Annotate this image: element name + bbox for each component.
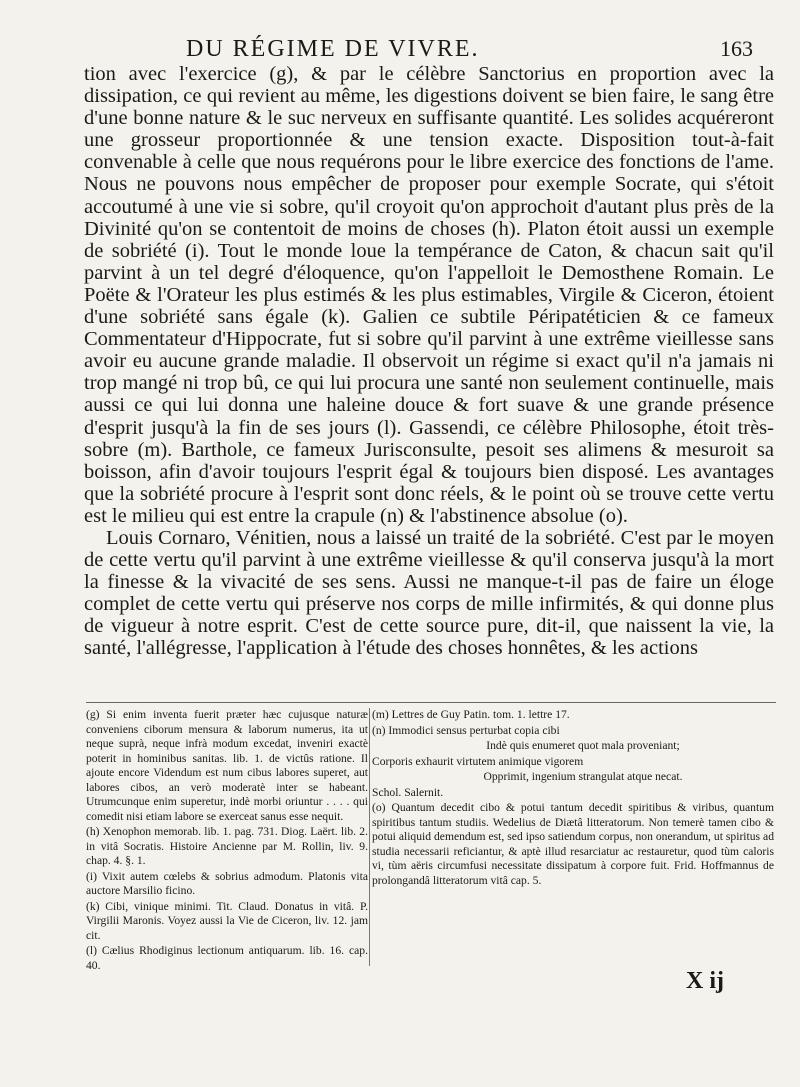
footnote-o: (o) Quantum decedit cibo & potui tantum decedit spiritibus & viribus, quantum spiritibus tantum studiis. Wedelius de Diætâ litteratorum. Non temerè tamen cibo & potui aliquid demendum est, sed ipso satiendum corpus, non onerandum, ut spiritus ad studia necessarii reficiantur, & aptè illud resarciatur ac restauretur, quod tùm caloris vi, tùm aëris circumfusi necessitate dissipatum à corpore fuit. Frid. Hoffmannus de prolongandâ litteratorum vitâ cap. 5.: [372, 801, 774, 887]
footnote-rule: [86, 702, 776, 703]
footnote-g: (g) Si enim inventa fuerit præter hæc cujusque naturæ conveniens ciborum mensura & laborum numerus, ita ut neque suprà, neque infrà modum excedat, inveniri exactè poterit in hominibus sanitas. lib. 1. de victûs ratione. Il ajoute encore Videndum est num cibus labores superet, aut labores cibos, an verò moderatè inter se habeant. Utrumcunque enim superetur, indè morbi oriuntur . . . . qui comedit nisi etiam labore se exerceat sanus esse nequit.: [86, 708, 368, 823]
paragraph: tion avec l'exercice (g), & par le célèbre Sanctorius en proportion avec la dissipation, ce qui revient au même, les digestions doivent se bien faire, le sang être d'une bonne nature & le suc nerveux en suffisante quantité. Les solides acquéreront une grosseur proportionnée & une tension exacte. Disposition tout-à-fait convenable à celle que nous requérons pour le libre exercice des fonctions de l'ame. Nous ne pouvons nous empêcher de proposer pour exemple Socrate, qui s'étoit accoutumé à une vie si sobre, qu'il croyoit qu'on approchoit d'autant plus près de la Divinité qu'on se contentoit de moins de choses (h). Platon étoit aussi un exemple de sobriété (i). Tout le monde loue la tempérance de Caton, & chacun sait qu'il parvint à un tel degré d'éloquence, qu'on l'appelloit le Demosthene Romain. Le Poëte & l'Orateur les plus estimés & les plus estimables, Virgile & Ciceron, étoient d'une sobriété sans égale (k). Galien ce subtile Péripatéticien & ce fameux Commentateur d'Hippocrate, fut si sobre qu'il parvint à une extrême vieillesse sans avoir eu aucune grande maladie. Il observoit un régime si exact qu'il n'a jamais ni trop mangé ni trop bû, ce qui lui procura une santé non seulement continuelle, mais aussi ce qui lui donna une haleine douce & fort suave & une grande présence d'esprit jusqu'à la fin de ses jours (l). Gassendi, ce célèbre Philosophe, étoit très-sobre (m). Barthole, ce fameux Jurisconsulte, pesoit ses alimens & mesuroit sa boisson, afin d'avoir toujours l'esprit égal & toujours bien disposé. Les avantages que la sobriété procure à l'esprit sont donc réels, & le point où se trouve cette vertu est le milieu qui est entre la crapule (n) & l'abstinence absolue (o).: [84, 63, 774, 527]
main-text: [84, 63, 774, 660]
footnote-l: (l) Cælius Rhodiginus lectionum antiquarum. lib. 16. cap. 40.: [86, 944, 368, 972]
footnote-n-verse: Corporis exhaurit virtutem animique vigorem: [372, 754, 584, 768]
page-number: 163: [720, 36, 753, 61]
footnotes-left-column: [86, 708, 368, 974]
footnote-n-verse: Opprimit, ingenium strangulat atque necat.: [483, 770, 683, 783]
paragraph: Louis Cornaro, Vénitien, nous a laissé un traité de la sobriété. C'est par le moyen de cette vertu qu'il parvint à une extrême vieillesse & qu'il conserva jusqu'à la mort la finesse & la vivacité de ses sens. Aussi ne manque-t-il pas de faire un éloge complet de cette vertu qui préserve nos corps de mille infirmités, & qui donne plus de vigueur à notre esprit. C'est de cette source pure, dit-il, que naissent la vie, la santé, l'allégresse, l'application à l'étude des choses honnêtes, & les actions: [84, 526, 774, 660]
footnote-n: (n) Immodici sensus perturbat copia cibi: [372, 723, 560, 737]
footnote-h: (h) Xenophon memorab. lib. 1. pag. 731. Diog. Laërt. lib. 2. in vitâ Socratis. Histoire Ancienne par M. Rollin, liv. 9. chap. 4. §. 1.: [86, 825, 368, 867]
footnotes-right-column: [372, 708, 774, 889]
footnote-i: (i) Vixit autem cœlebs & sobrius admodum. Platonis vita auctore Marsilio ficino.: [86, 869, 368, 897]
footnote-k: (k) Cibi, vinique minimi. Tit. Claud. Donatus in vitâ. P. Virgilii Maronis. Voyez aussi la Vie de Ciceron, liv. 12. jam cit.: [86, 899, 368, 942]
running-title: DU RÉGIME DE VIVRE.: [186, 36, 480, 62]
footnote-column-divider: [369, 708, 370, 966]
signature-mark: X ij: [686, 968, 724, 994]
footnote-m: (m) Lettres de Guy Patin. tom. 1. lettre 17.: [372, 708, 570, 721]
footnote-n-source: Schol. Salernit.: [372, 785, 444, 799]
footnote-n-verse: Indè quis enumeret quot mala proveniant;: [486, 739, 680, 752]
